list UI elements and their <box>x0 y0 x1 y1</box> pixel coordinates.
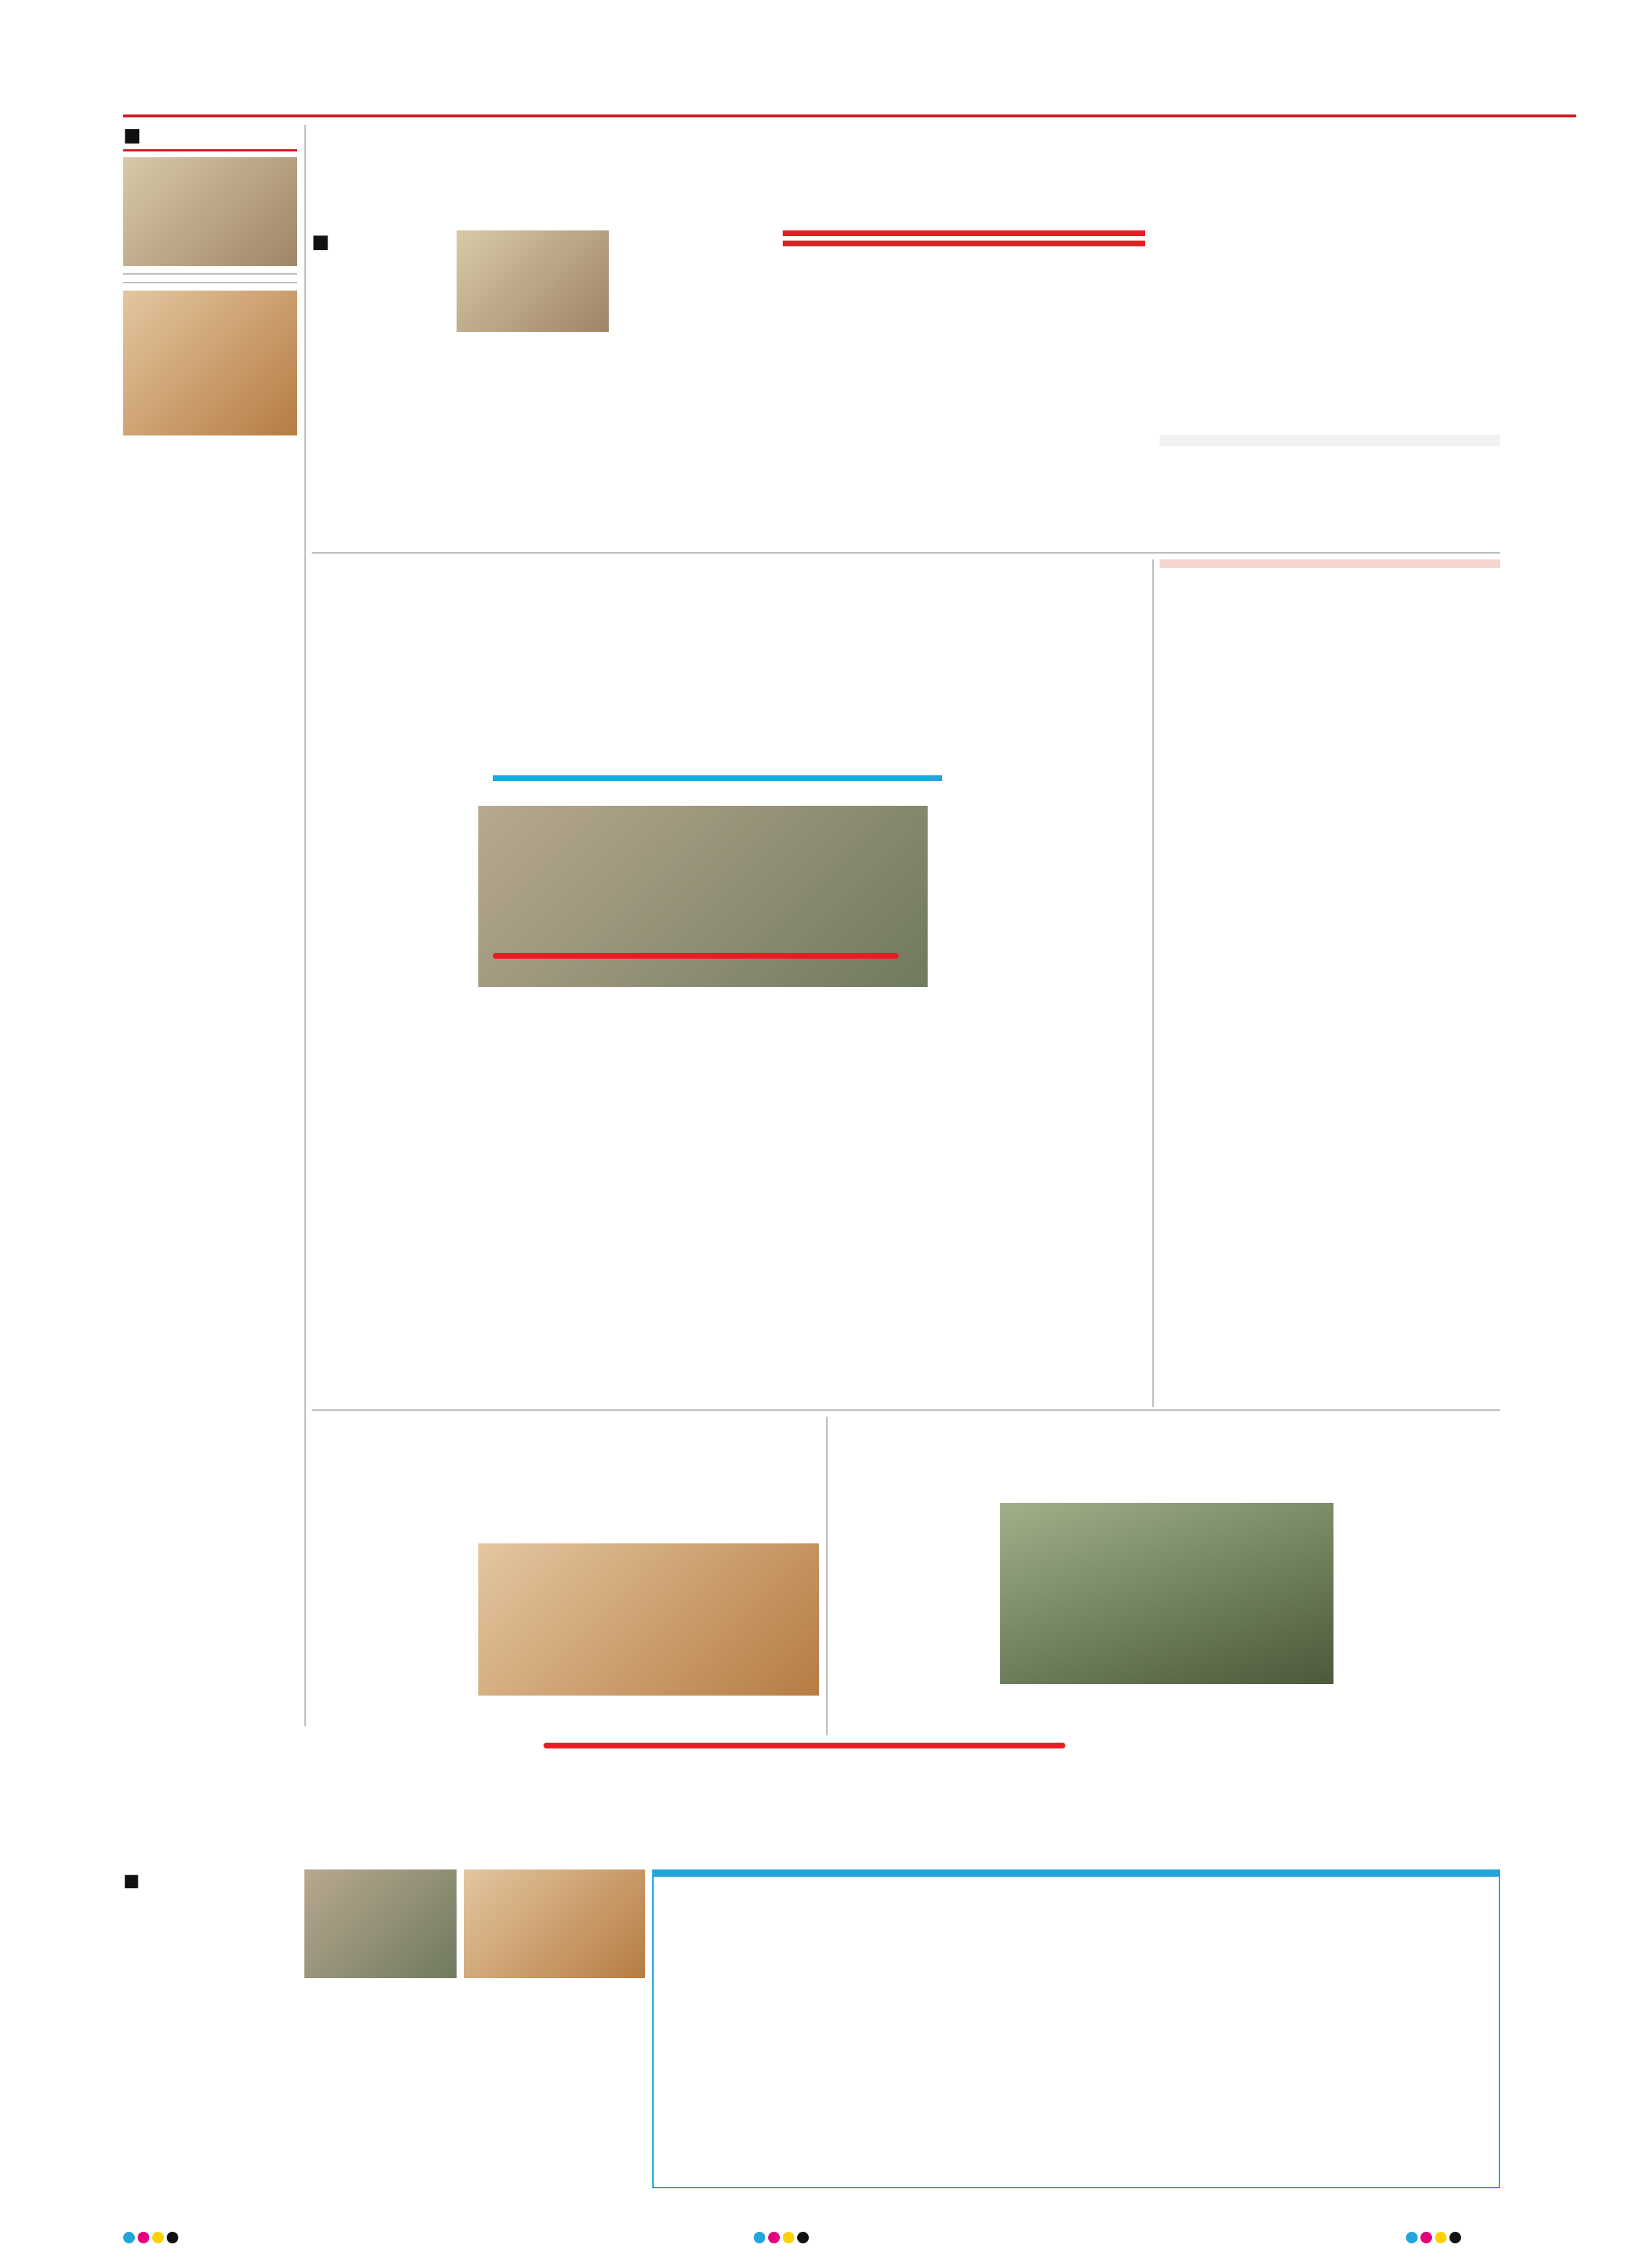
mid-rule <box>312 1409 1500 1411</box>
sidebar-label: ■ <box>123 125 297 151</box>
dot <box>1420 2232 1432 2243</box>
questions-right <box>1175 1911 1494 1916</box>
dot <box>1449 2232 1461 2243</box>
story2-body1 <box>312 825 471 1397</box>
story3-label <box>1160 559 1500 568</box>
footer-dots-center <box>754 2232 812 2246</box>
sidebar-divider <box>304 125 306 1726</box>
town-box <box>935 806 1145 810</box>
story7-bar <box>544 1743 1065 1748</box>
sidebar-story3-photo <box>123 291 297 435</box>
joshi-photo <box>464 1869 645 1978</box>
header-rule <box>123 114 1576 117</box>
story7-subhead: ■ <box>123 1870 140 1890</box>
questions-box <box>652 1869 1500 2188</box>
sidebar <box>123 125 297 441</box>
footer-dots-right <box>1406 2232 1464 2246</box>
questions-bar <box>654 1871 1499 1877</box>
nsui-table-box <box>783 230 1145 246</box>
dot <box>167 2232 178 2243</box>
story1-rule <box>312 552 1500 554</box>
dot <box>123 2232 135 2243</box>
dot <box>783 2232 794 2243</box>
story5-divider <box>826 1417 828 1735</box>
dot <box>138 2232 149 2243</box>
bjp-table-title <box>783 241 1145 246</box>
footer-dots-left <box>123 2232 181 2246</box>
dot <box>1435 2232 1447 2243</box>
bjp-meeting-photo <box>478 1543 819 1696</box>
dot <box>152 2232 164 2243</box>
dot <box>754 2232 765 2243</box>
story1-side2 <box>1160 435 1500 446</box>
bird-park-photo <box>1000 1503 1333 1684</box>
story2-divider <box>1152 559 1154 1407</box>
dot <box>797 2232 809 2243</box>
story1-subhead: ■ <box>312 231 330 253</box>
university-photo <box>457 230 609 332</box>
scst-bar <box>493 953 899 959</box>
dot <box>768 2232 780 2243</box>
police-photo <box>304 1869 457 1978</box>
dot <box>1406 2232 1418 2243</box>
sidebar-story1-photo <box>123 157 297 266</box>
nsui-table-title <box>783 230 1145 236</box>
meeting-photo <box>478 806 928 987</box>
story2-bar <box>493 775 942 781</box>
